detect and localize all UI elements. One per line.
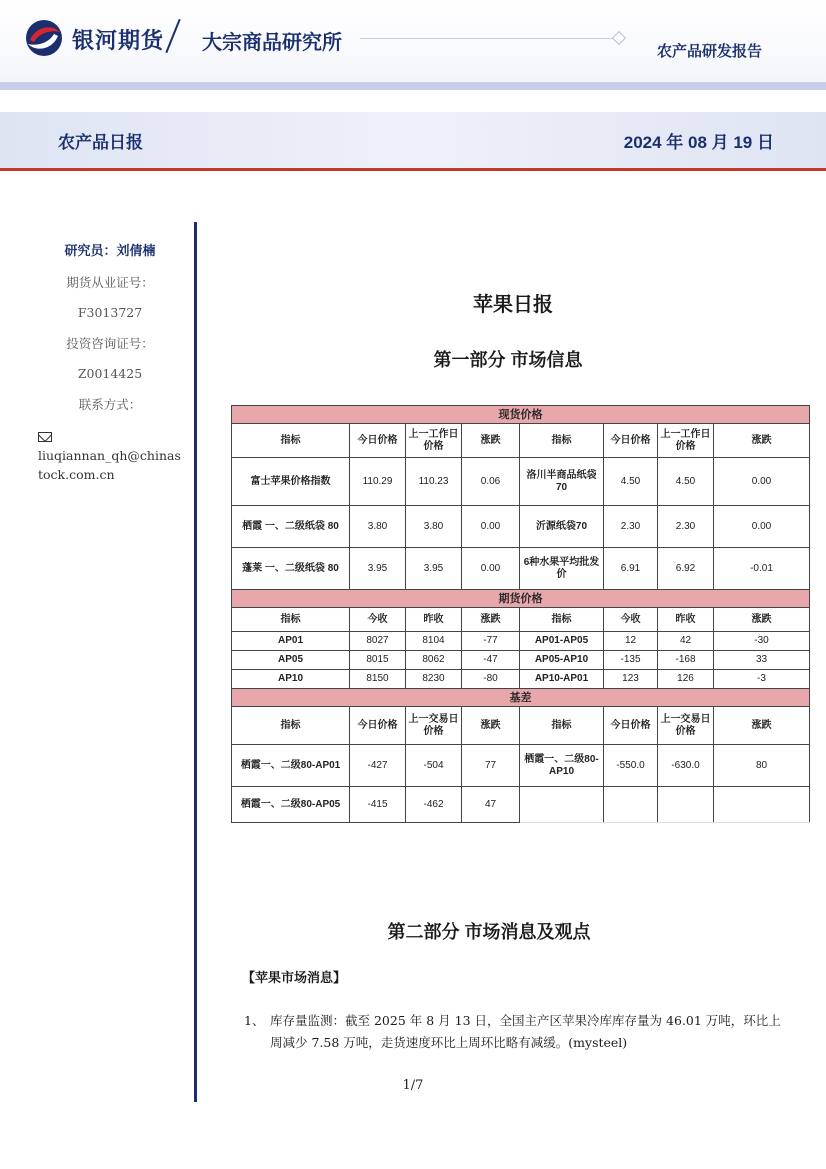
table-cell: -630.0 <box>658 745 714 787</box>
header-cell: 指标 <box>520 424 604 458</box>
page-title: 苹果日报 <box>473 294 553 316</box>
table-cell: -427 <box>350 745 406 787</box>
table-cell: 47 <box>462 787 520 823</box>
table-cell: -47 <box>462 651 520 670</box>
table-cell: AP05 <box>232 651 350 670</box>
basis-header-row <box>232 707 810 745</box>
table-cell: 0.00 <box>462 506 520 548</box>
table-row <box>232 506 810 548</box>
table-cell: 蓬莱 一、二级纸袋 80 <box>232 548 350 590</box>
author-sidebar <box>30 240 190 484</box>
section-heading-news: 第二部分 市场消息及观点 <box>387 922 591 942</box>
consult-number: Z0014425 <box>77 366 143 381</box>
table-cell: -30 <box>714 632 810 651</box>
header-cell: 涨跌 <box>714 608 810 632</box>
news-item <box>244 1010 784 1054</box>
table-cell: 6.91 <box>604 548 658 590</box>
table-cell: 126 <box>658 670 714 689</box>
table-cell: -80 <box>462 670 520 689</box>
table-cell: 栖霞一、二级80-AP10 <box>520 745 604 787</box>
table-cell: -135 <box>604 651 658 670</box>
header-cell: 指标 <box>520 608 604 632</box>
table-row <box>232 651 810 670</box>
news-item-text: 库存量监测：截至 2025 年 8 月 13 日，全国主产区苹果冷库库存量为 46.01 万吨，环比上周减少 7.58 万吨，走货速度环比上周环比略有减缓。(mysteel) <box>270 1013 781 1050</box>
table-cell: 77 <box>462 745 520 787</box>
empty-cell <box>520 787 604 823</box>
empty-cell <box>658 787 714 823</box>
header-cell: 昨收 <box>658 608 714 632</box>
header-cell: 上一工作日价格 <box>406 424 462 458</box>
header-stripe <box>0 82 826 90</box>
table-cell: AP10-AP01 <box>520 670 604 689</box>
header-cell: 指标 <box>232 608 350 632</box>
header-cell: 今收 <box>604 608 658 632</box>
header-cell: 涨跌 <box>462 707 520 745</box>
header-cell: 指标 <box>520 707 604 745</box>
header-cell: 上一工作日价格 <box>658 424 714 458</box>
table-cell: 8150 <box>350 670 406 689</box>
daily-report-title: 农产品日报 <box>58 133 143 152</box>
table-cell: 42 <box>658 632 714 651</box>
table-cell: 6.92 <box>658 548 714 590</box>
table-cell: 3.95 <box>350 548 406 590</box>
table-cell: 110.23 <box>406 458 462 506</box>
header-cell: 涨跌 <box>462 608 520 632</box>
table-cell: 6种水果平均批发价 <box>520 548 604 590</box>
email-line-2: tock.com.cn <box>38 467 115 482</box>
news-heading: 【苹果市场消息】 <box>242 971 347 986</box>
header-cell: 涨跌 <box>462 424 520 458</box>
table-cell: AP01-AP05 <box>520 632 604 651</box>
table-row <box>232 458 810 506</box>
email-line-1: liuqiannan_qh@chinas <box>38 448 181 463</box>
table-cell: AP01 <box>232 632 350 651</box>
table-cell: -504 <box>406 745 462 787</box>
header-cell: 上一交易日价格 <box>406 707 462 745</box>
table-cell: 4.50 <box>658 458 714 506</box>
table-cell: 3.80 <box>350 506 406 548</box>
mail-icon <box>38 432 52 442</box>
table-row <box>232 670 810 689</box>
table-cell: -77 <box>462 632 520 651</box>
table-cell: 80 <box>714 745 810 787</box>
spot-price-band: 现货价格 <box>232 406 810 424</box>
report-date: 2024 年 08 月 19 日 <box>623 133 774 152</box>
table-cell: 8015 <box>350 651 406 670</box>
table-cell: AP10 <box>232 670 350 689</box>
consult-label: 投资咨询证号： <box>66 336 154 351</box>
table-cell: -3 <box>714 670 810 689</box>
header-cell: 昨收 <box>406 608 462 632</box>
table-cell: 8104 <box>406 632 462 651</box>
email-address[interactable] <box>30 427 190 484</box>
table-cell: 3.95 <box>406 548 462 590</box>
table-cell: 2.30 <box>604 506 658 548</box>
table-row <box>232 548 810 590</box>
contact-label: 联系方式： <box>78 397 142 412</box>
empty-cell <box>714 787 810 823</box>
header-cell: 今日价格 <box>350 707 406 745</box>
license-label: 期货从业证号： <box>66 275 154 290</box>
table-cell: AP05-AP10 <box>520 651 604 670</box>
table-cell: 沂源纸袋70 <box>520 506 604 548</box>
table-cell: 3.80 <box>406 506 462 548</box>
table-cell: 4.50 <box>604 458 658 506</box>
table-cell: -550.0 <box>604 745 658 787</box>
license-number: F3013727 <box>77 305 143 320</box>
table-cell: -0.01 <box>714 548 810 590</box>
table-cell: 8230 <box>406 670 462 689</box>
header-cell: 涨跌 <box>714 707 810 745</box>
table-cell: 8027 <box>350 632 406 651</box>
report-type: 农产品研发报告 <box>656 43 762 60</box>
futures-price-band: 期货价格 <box>232 590 810 608</box>
red-divider <box>0 168 826 171</box>
table-cell: 8062 <box>406 651 462 670</box>
sidebar-divider <box>194 222 197 1102</box>
table-cell: 0.00 <box>714 458 810 506</box>
futures-header-row <box>232 608 810 632</box>
table-cell: 富士苹果价格指数 <box>232 458 350 506</box>
header-cell: 今日价格 <box>350 424 406 458</box>
section-heading-market-info: 第一部分 市场信息 <box>433 350 583 370</box>
spot-header-row <box>232 424 810 458</box>
table-cell: 12 <box>604 632 658 651</box>
header-cell: 今日价格 <box>604 707 658 745</box>
header-cell: 今收 <box>350 608 406 632</box>
table-cell: 洛川半商品纸袋70 <box>520 458 604 506</box>
table-cell: 123 <box>604 670 658 689</box>
header-cell: 指标 <box>232 424 350 458</box>
researcher-name: 研究员：刘倩楠 <box>64 243 156 258</box>
header-cell: 今日价格 <box>604 424 658 458</box>
table-cell: 2.30 <box>658 506 714 548</box>
table-cell: -415 <box>350 787 406 823</box>
brand-name: 银河期货 <box>72 28 165 53</box>
table-cell: -462 <box>406 787 462 823</box>
header-cell: 指标 <box>232 707 350 745</box>
table-cell: 0.00 <box>462 548 520 590</box>
table-row <box>232 787 810 823</box>
galaxy-futures-logo-icon <box>22 18 66 58</box>
market-data-table <box>231 405 810 823</box>
header-cell: 涨跌 <box>714 424 810 458</box>
table-row <box>232 745 810 787</box>
page-number: 1/7 <box>402 1078 424 1093</box>
header-cell: 上一交易日价格 <box>658 707 714 745</box>
basis-band: 基差 <box>232 689 810 707</box>
header-decoration-line <box>360 38 615 39</box>
table-cell: 栖霞一、二级80-AP01 <box>232 745 350 787</box>
empty-cell <box>604 787 658 823</box>
table-row <box>232 632 810 651</box>
table-cell: 0.00 <box>714 506 810 548</box>
table-cell: 栖霞 一、二级纸袋 80 <box>232 506 350 548</box>
table-cell: 110.29 <box>350 458 406 506</box>
institute-name: 大宗商品研究所 <box>202 32 342 54</box>
news-item-number: 1、 <box>244 1013 265 1028</box>
table-cell: 33 <box>714 651 810 670</box>
table-cell: -168 <box>658 651 714 670</box>
table-cell: 0.06 <box>462 458 520 506</box>
table-cell: 栖霞一、二级80-AP05 <box>232 787 350 823</box>
